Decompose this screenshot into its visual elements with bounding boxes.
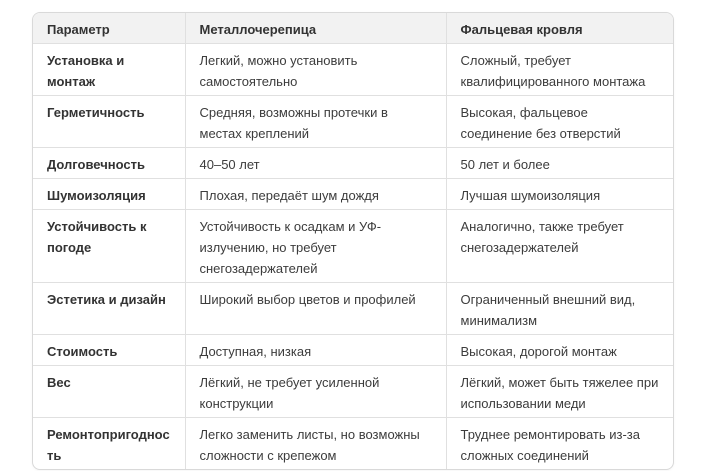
- param-cell: Эстетика и дизайн: [33, 283, 185, 335]
- table-row: [33, 148, 673, 179]
- seam-roof-cell: Высокая, фальцевое соединение без отверстий: [446, 96, 673, 148]
- roofing-comparison-table: [33, 13, 673, 469]
- column-header-seam-roof: Фальцевая кровля: [446, 13, 673, 44]
- param-cell: Вес: [33, 366, 185, 418]
- metal-tile-cell: Доступная, низкая: [185, 335, 446, 366]
- seam-roof-cell: Ограниченный внешний вид, минимализм: [446, 283, 673, 335]
- metal-tile-cell: Широкий выбор цветов и профилей: [185, 283, 446, 335]
- param-cell: Стоимость: [33, 335, 185, 366]
- seam-roof-cell: Лучшая шумоизоляция: [446, 179, 673, 210]
- seam-roof-cell: Высокая, дорогой монтаж: [446, 335, 673, 366]
- metal-tile-cell: Легкий, можно установить самостоятельно: [185, 44, 446, 96]
- column-header-metal-tile: Металлочерепица: [185, 13, 446, 44]
- metal-tile-cell: Средняя, возможны протечки в местах креплений: [185, 96, 446, 148]
- metal-tile-cell: 40–50 лет: [185, 148, 446, 179]
- table-row: [33, 44, 673, 96]
- seam-roof-cell: Аналогично, также требует снегозадержателей: [446, 210, 673, 283]
- param-cell: Герметичность: [33, 96, 185, 148]
- header-row: [33, 13, 673, 44]
- table-row: [33, 283, 673, 335]
- metal-tile-cell: Лёгкий, не требует усиленной конструкции: [185, 366, 446, 418]
- param-cell: Установка и монтаж: [33, 44, 185, 96]
- table-row: [33, 96, 673, 148]
- table-row: [33, 418, 673, 470]
- param-cell: Устойчивость к погоде: [33, 210, 185, 283]
- seam-roof-cell: Сложный, требует квалифицированного монтажа: [446, 44, 673, 96]
- table-row: [33, 210, 673, 283]
- param-cell: Долговечность: [33, 148, 185, 179]
- seam-roof-cell: 50 лет и более: [446, 148, 673, 179]
- table-row: [33, 335, 673, 366]
- table-header: [33, 13, 673, 44]
- param-cell: Шумоизоляция: [33, 179, 185, 210]
- table-row: [33, 179, 673, 210]
- table-row: [33, 366, 673, 418]
- seam-roof-cell: Труднее ремонтировать из-за сложных соединений: [446, 418, 673, 470]
- column-header-parameter: Параметр: [33, 13, 185, 44]
- comparison-table-card: [32, 12, 674, 470]
- seam-roof-cell: Лёгкий, может быть тяжелее при использовании меди: [446, 366, 673, 418]
- param-cell: Ремонтопригодность: [33, 418, 185, 470]
- metal-tile-cell: Плохая, передаёт шум дождя: [185, 179, 446, 210]
- metal-tile-cell: Устойчивость к осадкам и УФ-излучению, но требует снегозадержателей: [185, 210, 446, 283]
- metal-tile-cell: Легко заменить листы, но возможны сложности с крепежом: [185, 418, 446, 470]
- table-body: [33, 44, 673, 470]
